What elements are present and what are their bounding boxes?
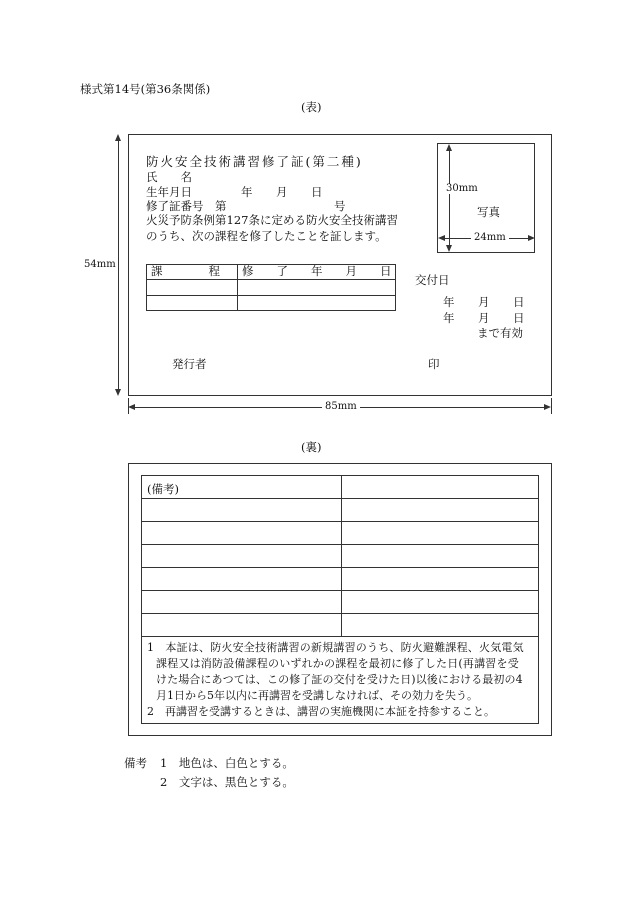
front-heading: (表) xyxy=(301,100,322,114)
photo-height-dimension xyxy=(449,150,450,246)
seal-label: 印 xyxy=(428,357,440,371)
remarks-row-divider xyxy=(141,613,539,614)
name-label: 氏 名 xyxy=(146,170,192,184)
back-heading: (裏) xyxy=(301,440,322,454)
course-table-divider xyxy=(146,295,396,296)
dimension-tick xyxy=(551,398,552,414)
form-title: 様式第14号(第36条関係) xyxy=(80,82,211,96)
arrow-right-icon xyxy=(544,404,551,410)
footer-remarks-label: 備考 xyxy=(124,756,147,770)
remarks-row-divider xyxy=(141,544,539,545)
arrow-up-icon xyxy=(115,134,121,141)
back-note-1-line-2: 課程又は消防設備課程のいずれかの課程を最初に修了した日(再講習を受 xyxy=(156,657,519,670)
expiry-day: 日 xyxy=(513,311,525,325)
remarks-row-divider xyxy=(141,521,539,522)
birth-month: 月 xyxy=(276,185,288,199)
arrow-down-icon xyxy=(115,389,121,396)
birth-day: 日 xyxy=(311,185,323,199)
card-height-dimension xyxy=(118,140,119,390)
remarks-column-divider xyxy=(341,475,342,636)
back-note-1-line-1: 1 本証は、防火安全技術講習の新規講習のうち、防火避難課程、火気電気 xyxy=(147,641,524,654)
statement-line-1: 火災予防条例第127条に定める防火安全技術講習 xyxy=(146,213,398,227)
arrow-down-icon xyxy=(446,245,452,252)
back-note-1-line-4: 月1日から5年以内に再講習を受講しなければ、その効力を失う。 xyxy=(156,689,478,702)
course-table-divider xyxy=(146,279,396,280)
card-title: 防火安全技術講習修了証(第二種) xyxy=(146,154,363,169)
remarks-row-divider xyxy=(141,567,539,568)
issuer-label: 発行者 xyxy=(172,357,207,371)
footer-note-2: 2 文字は、黒色とする。 xyxy=(160,775,294,789)
birth-label: 生年月日 xyxy=(146,185,192,199)
remarks-table xyxy=(141,475,539,724)
issue-day: 日 xyxy=(513,295,525,309)
photo-width-label: 24mm xyxy=(471,233,509,243)
birth-year: 年 xyxy=(241,185,253,199)
photo-label: 写真 xyxy=(477,205,500,219)
issue-month: 月 xyxy=(478,295,490,309)
card-width-label: 85mm xyxy=(322,402,360,412)
arrow-left-icon xyxy=(438,235,445,241)
course-header: 課 程 xyxy=(151,264,220,278)
expiry-year: 年 xyxy=(443,311,455,325)
cert-number-suffix: 号 xyxy=(334,199,346,213)
remarks-row-divider xyxy=(141,636,539,637)
course-table-column-divider xyxy=(237,264,238,311)
valid-until-label: まで有効 xyxy=(477,326,523,340)
statement-line-2: のうち、次の課程を修了したことを証します。 xyxy=(146,229,387,243)
card-height-label: 54mm xyxy=(84,259,116,270)
remarks-label: (備考) xyxy=(147,482,179,496)
arrow-up-icon xyxy=(446,144,452,151)
cert-number-label: 修了証番号 第 xyxy=(146,199,227,213)
completion-date-header: 修 了 年 月 日 xyxy=(242,264,392,278)
arrow-left-icon xyxy=(128,404,135,410)
issue-date-label: 交付日 xyxy=(415,273,450,287)
remarks-row-divider xyxy=(141,498,539,499)
issue-year: 年 xyxy=(443,295,455,309)
arrow-right-icon xyxy=(528,235,535,241)
back-note-1-line-3: けた場合にあつては、この修了証の交付を受けた日)以後における最初の4 xyxy=(156,673,523,686)
remarks-row-divider xyxy=(141,590,539,591)
footer-note-1: 1 地色は、白色とする。 xyxy=(160,756,294,770)
back-note-2: 2 再講習を受講するときは、講習の実施機関に本証を持参すること。 xyxy=(147,705,495,718)
expiry-month: 月 xyxy=(478,311,490,325)
photo-height-label: 30mm xyxy=(443,184,481,194)
